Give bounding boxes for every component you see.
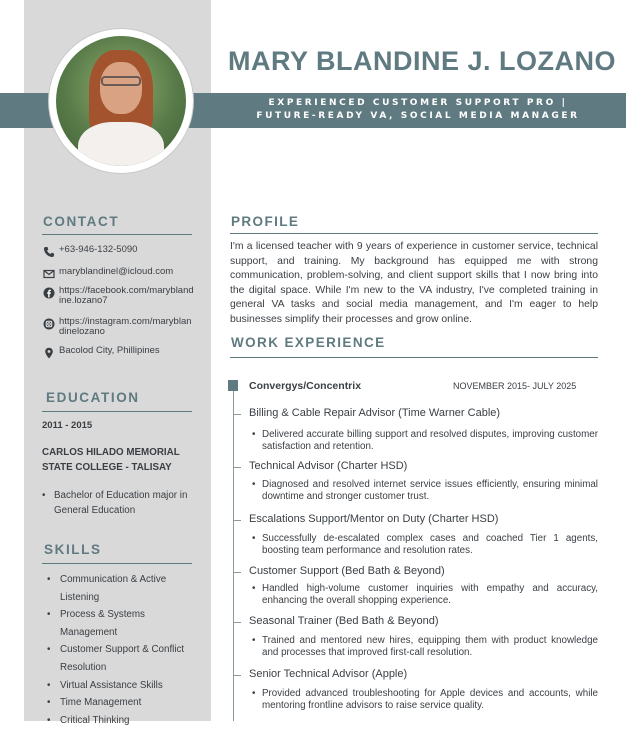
instagram-icon bbox=[43, 318, 55, 330]
contact-facebook[interactable] bbox=[43, 286, 194, 306]
role-description bbox=[252, 479, 598, 504]
role-description-text: Delivered accurate billing support and resolved disputes, improving customer satisfaction and retention. bbox=[262, 429, 598, 453]
role-description bbox=[252, 688, 598, 713]
role-title: Senior Technical Advisor (Apple) bbox=[249, 668, 408, 680]
facebook-icon bbox=[43, 287, 55, 299]
candidate-name: MARY BLANDINE J. LOZANO bbox=[228, 46, 617, 76]
education-degree bbox=[42, 488, 202, 518]
timeline-tick bbox=[233, 572, 241, 573]
tagline bbox=[213, 97, 623, 123]
profile-photo-frame bbox=[49, 29, 193, 173]
tagline-line-1: EXPERIENCED CUSTOMER SUPPORT PRO | bbox=[268, 98, 568, 108]
role-title: Billing & Cable Repair Advisor (Time Warner Cable) bbox=[249, 407, 501, 419]
contact-facebook-text[interactable]: https://facebook.com/maryblandine.lozano7 bbox=[59, 285, 194, 306]
profile-divider bbox=[230, 233, 598, 234]
contact-location bbox=[43, 346, 194, 359]
work-experience-divider bbox=[230, 357, 598, 358]
skill-item: • Critical Thinking bbox=[46, 712, 196, 729]
tagline-line-2: FUTURE-READY VA, SOCIAL MEDIA MANAGER bbox=[256, 111, 580, 121]
bullet: • bbox=[252, 533, 256, 544]
bullet: • bbox=[252, 429, 256, 440]
education-heading: EDUCATION bbox=[46, 390, 140, 405]
company-name: Convergys/Concentrix bbox=[249, 380, 362, 392]
bullet: • bbox=[252, 635, 256, 646]
skills-divider bbox=[42, 563, 192, 564]
timeline-tick bbox=[233, 520, 241, 521]
skill-item: • Customer Support & Conflict Resolution bbox=[46, 641, 196, 676]
work-experience-heading: WORK EXPERIENCE bbox=[231, 335, 386, 350]
profile-heading: PROFILE bbox=[231, 214, 300, 229]
contact-instagram[interactable] bbox=[43, 317, 194, 337]
timeline-tick bbox=[233, 467, 241, 468]
role-title: Technical Advisor (Charter HSD) bbox=[249, 460, 408, 472]
role-description-text: Provided advanced troubleshooting for Apple devices and accounts, while mentoring frontline advisors to raise service quality. bbox=[262, 688, 598, 712]
role-description-text: Handled high-volume customer inquiries with empathy and accuracy, enhancing the overall shopping experience. bbox=[262, 583, 598, 607]
role-description bbox=[252, 635, 598, 660]
skill-item: • Process & Systems Management bbox=[46, 606, 196, 641]
employment-dates: NOVEMBER 2015- JULY 2025 bbox=[453, 381, 577, 391]
contact-email-text[interactable]: maryblandinel@icloud.com bbox=[59, 266, 174, 277]
location-pin-icon bbox=[43, 347, 55, 359]
contact-phone bbox=[43, 245, 194, 258]
role-description bbox=[252, 583, 598, 608]
education-divider bbox=[42, 411, 192, 412]
contact-location-text: Bacolod City, Phillipines bbox=[59, 345, 160, 356]
skills-list bbox=[46, 571, 196, 729]
skill-item: • Communication & Active Listening bbox=[46, 571, 196, 606]
contact-heading: CONTACT bbox=[43, 214, 120, 229]
timeline-tick bbox=[233, 414, 241, 415]
role-description bbox=[252, 429, 598, 454]
role-description bbox=[252, 533, 598, 558]
skills-heading: SKILLS bbox=[44, 542, 102, 557]
bullet: • bbox=[252, 583, 256, 594]
mail-icon bbox=[43, 268, 55, 280]
contact-phone-text: +63-946-132-5090 bbox=[59, 244, 138, 255]
phone-icon bbox=[43, 246, 55, 258]
skill-item: • Time Management bbox=[46, 694, 196, 712]
contact-instagram-text[interactable]: https://instagram.com/maryblandinelozano bbox=[59, 316, 192, 337]
role-description-text: Trained and mentored new hires, equipping them with product knowledge and processes that improved first-call resolution. bbox=[262, 635, 598, 659]
role-title: Seasonal Trainer (Bed Bath & Beyond) bbox=[249, 615, 439, 627]
profile-photo bbox=[56, 36, 186, 166]
role-description-text: Diagnosed and resolved internet service issues efficiently, ensuring minimal downtime and stronger customer trust. bbox=[262, 479, 598, 503]
role-title: Escalations Support/Mentor on Duty (Charter HSD) bbox=[249, 513, 499, 525]
skill-item: • Virtual Assistance Skills bbox=[46, 677, 196, 695]
role-title: Customer Support (Bed Bath & Beyond) bbox=[249, 565, 445, 577]
timeline-tick bbox=[233, 622, 241, 623]
bullet: • bbox=[252, 479, 256, 490]
education-years: 2011 - 2015 bbox=[42, 420, 93, 431]
contact-email[interactable] bbox=[43, 267, 194, 280]
timeline-marker bbox=[228, 380, 238, 391]
profile-text: I'm a licensed teacher with 9 years of experience in customer service, technical support, and training. My background has equipped me with strong communication, problem-solving, and client support skills that I now bring into the digital space. While I'm new to the VA industry, I've completed training in general VA tasks and social media management, and I'm eager to help businesses simplify their processes and grow online. bbox=[230, 241, 598, 325]
bullet: • bbox=[252, 688, 256, 699]
contact-divider bbox=[42, 234, 192, 235]
education-school: CARLOS HILADO MEMORIAL STATE COLLEGE - TALISAY bbox=[42, 447, 180, 473]
education-degree-text: Bachelor of Education major in General Education bbox=[54, 490, 188, 516]
bullet: • bbox=[42, 490, 46, 501]
role-description-text: Successfully de-escalated complex cases and coached Tier 1 agents, boosting team performance and resolution rates. bbox=[262, 533, 598, 557]
timeline-line bbox=[233, 380, 234, 721]
timeline-tick bbox=[233, 675, 241, 676]
